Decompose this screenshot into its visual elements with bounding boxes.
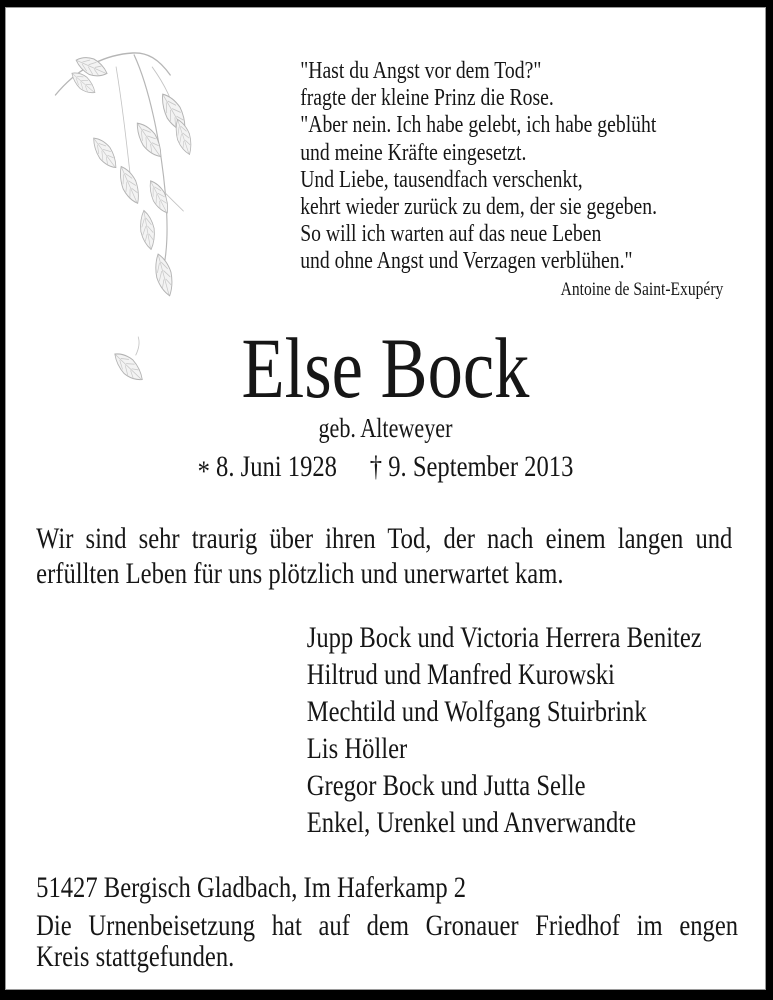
death-date-group [370, 450, 574, 483]
quote-line: kehrt wieder zurück zu dem, der sie gegeben. [300, 194, 658, 221]
quote-line: "Hast du Angst vor dem Tod?" [300, 58, 542, 84]
funeral-note [36, 911, 738, 972]
maiden-name: geb. Alteweyer [318, 413, 453, 443]
quote-line: fragte der kleine Prinz die Rose. [300, 85, 554, 112]
mourner-row: Mechtild und Wolfgang Stuirbrink [306, 695, 647, 728]
quote-line: Und Liebe, tausendfach verschenkt, [300, 166, 583, 193]
mourner-row: Enkel, Urenkel und Anverwandte [306, 806, 637, 839]
quote-block [300, 58, 657, 276]
message-line: Wir sind sehr traurig über ihren Tod, der nach einem langen und [36, 522, 733, 555]
mourner-row: Hiltrud und Manfred Kurowski [306, 658, 615, 691]
funeral-line: Die Urnenbeisetzung hat auf dem Gronauer Friedhof im engen [36, 909, 739, 942]
birth-date: 8. Juni 1928 [216, 450, 337, 483]
mourner-row: Jupp Bock und Victoria Herrera Benitez [306, 621, 702, 654]
mourners-list [307, 619, 702, 841]
address-line: 51427 Bergisch Gladbach, Im Haferkamp 2 [36, 871, 467, 904]
death-date: 9. September 2013 [388, 450, 574, 483]
quote-line: und ohne Angst und Verzagen verblühen." [300, 248, 633, 275]
birth-date-group [198, 450, 337, 488]
condolence-message [36, 521, 732, 591]
quote-attribution: Antoine de Saint-Exupéry [560, 279, 724, 300]
notice-content [5, 7, 766, 990]
branch-stems [55, 53, 183, 355]
quote-line: und meine Kräfte eingesetzt. [300, 139, 527, 166]
born-asterisk-symbol: * [197, 454, 210, 488]
mourner-row: Gregor Bock und Jutta Selle [306, 769, 586, 802]
death-dagger-symbol: † [369, 450, 383, 483]
dates-line [5, 450, 766, 488]
quote-line: So will ich warten auf das neue Leben [300, 221, 602, 248]
deceased-name: Else Bock [241, 320, 530, 416]
message-line: erfüllten Leben für uns plötzlich und unerwartet kam. [36, 557, 564, 590]
quote-line: "Aber nein. Ich habe gelebt, ich habe geblüht [300, 112, 657, 139]
mourner-row: Lis Höller [306, 732, 408, 765]
funeral-line: Kreis stattgefunden. [36, 939, 235, 973]
